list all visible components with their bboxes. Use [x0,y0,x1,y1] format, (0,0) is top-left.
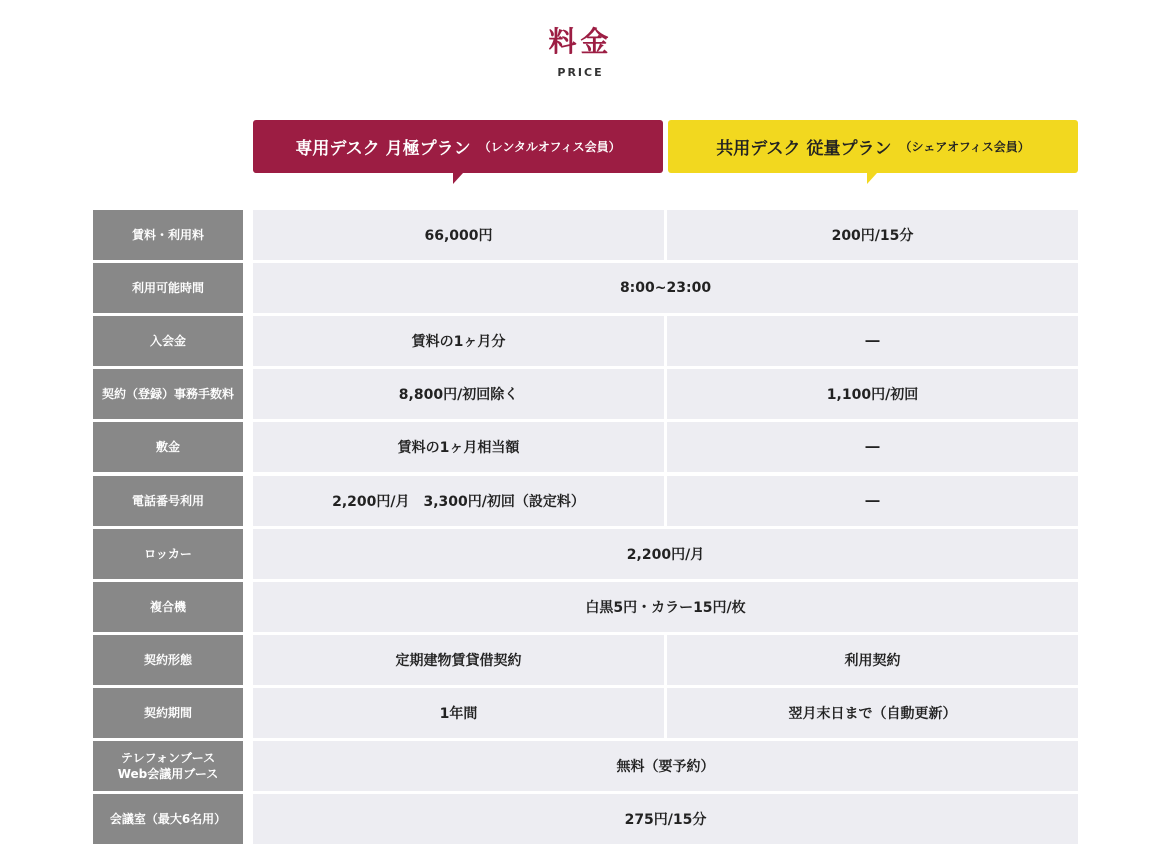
row-label: 賃料・利用料 [93,210,243,260]
cell-metered: ― [667,422,1078,472]
table-row [93,529,1078,579]
row-label: テレフォンブース Web会議用ブース [93,741,243,791]
row-label: 利用可能時間 [93,263,243,313]
cell-shared: 白黒5円・カラー15円/枚 [253,582,1078,632]
table-row [93,210,1078,260]
cell-monthly: 賃料の1ヶ月相当額 [253,422,664,472]
row-label: 複合機 [93,582,243,632]
plan-note: （レンタルオフィス会員） [478,140,621,154]
cell-monthly: 定期建物賃貸借契約 [253,635,664,685]
row-label: ロッカー [93,529,243,579]
plan-header-metered [668,120,1078,173]
cell-shared: 2,200円/月 [253,529,1078,579]
page-subtitle: PRICE [557,66,604,79]
cell-shared: 275円/15分 [253,794,1078,844]
table-row [93,263,1078,313]
table-row [93,688,1078,738]
cell-metered: 200円/15分 [667,210,1078,260]
plan-name: 専用デスク 月極プラン [295,139,471,159]
table-row [93,635,1078,685]
cell-metered: 利用契約 [667,635,1078,685]
cell-metered: ― [667,316,1078,366]
cell-monthly: 賃料の1ヶ月分 [253,316,664,366]
table-row [93,476,1078,526]
table-row [93,369,1078,419]
table-row [93,794,1078,844]
plan-name: 共用デスク 従量プラン [716,139,892,159]
row-label: 敷金 [93,422,243,472]
cell-shared: 8:00~23:00 [253,263,1078,313]
cell-metered: 1,100円/初回 [667,369,1078,419]
row-label: 契約期間 [93,688,243,738]
cell-shared: 無料（要予約） [253,741,1078,791]
row-label: 契約（登録）事務手数料 [93,369,243,419]
cell-metered: ― [667,476,1078,526]
table-row [93,422,1078,472]
plan-header-pointer [867,173,877,184]
cell-monthly: 66,000円 [253,210,664,260]
plan-header-monthly [253,120,663,173]
table-row [93,741,1078,791]
cell-monthly: 2,200円/月 3,300円/初回（設定料） [253,476,664,526]
table-row [93,316,1078,366]
row-label: 契約形態 [93,635,243,685]
plan-header-pointer [453,173,463,184]
page-title: 料金 [548,25,613,58]
cell-monthly: 1年間 [253,688,664,738]
row-label: 会議室（最大6名用） [93,794,243,844]
cell-metered: 翌月末日まで（自動更新） [667,688,1078,738]
plan-note: （シェアオフィス会員） [899,140,1030,154]
table-row [93,582,1078,632]
row-label: 入会金 [93,316,243,366]
row-label: 電話番号利用 [93,476,243,526]
cell-monthly: 8,800円/初回除く [253,369,664,419]
